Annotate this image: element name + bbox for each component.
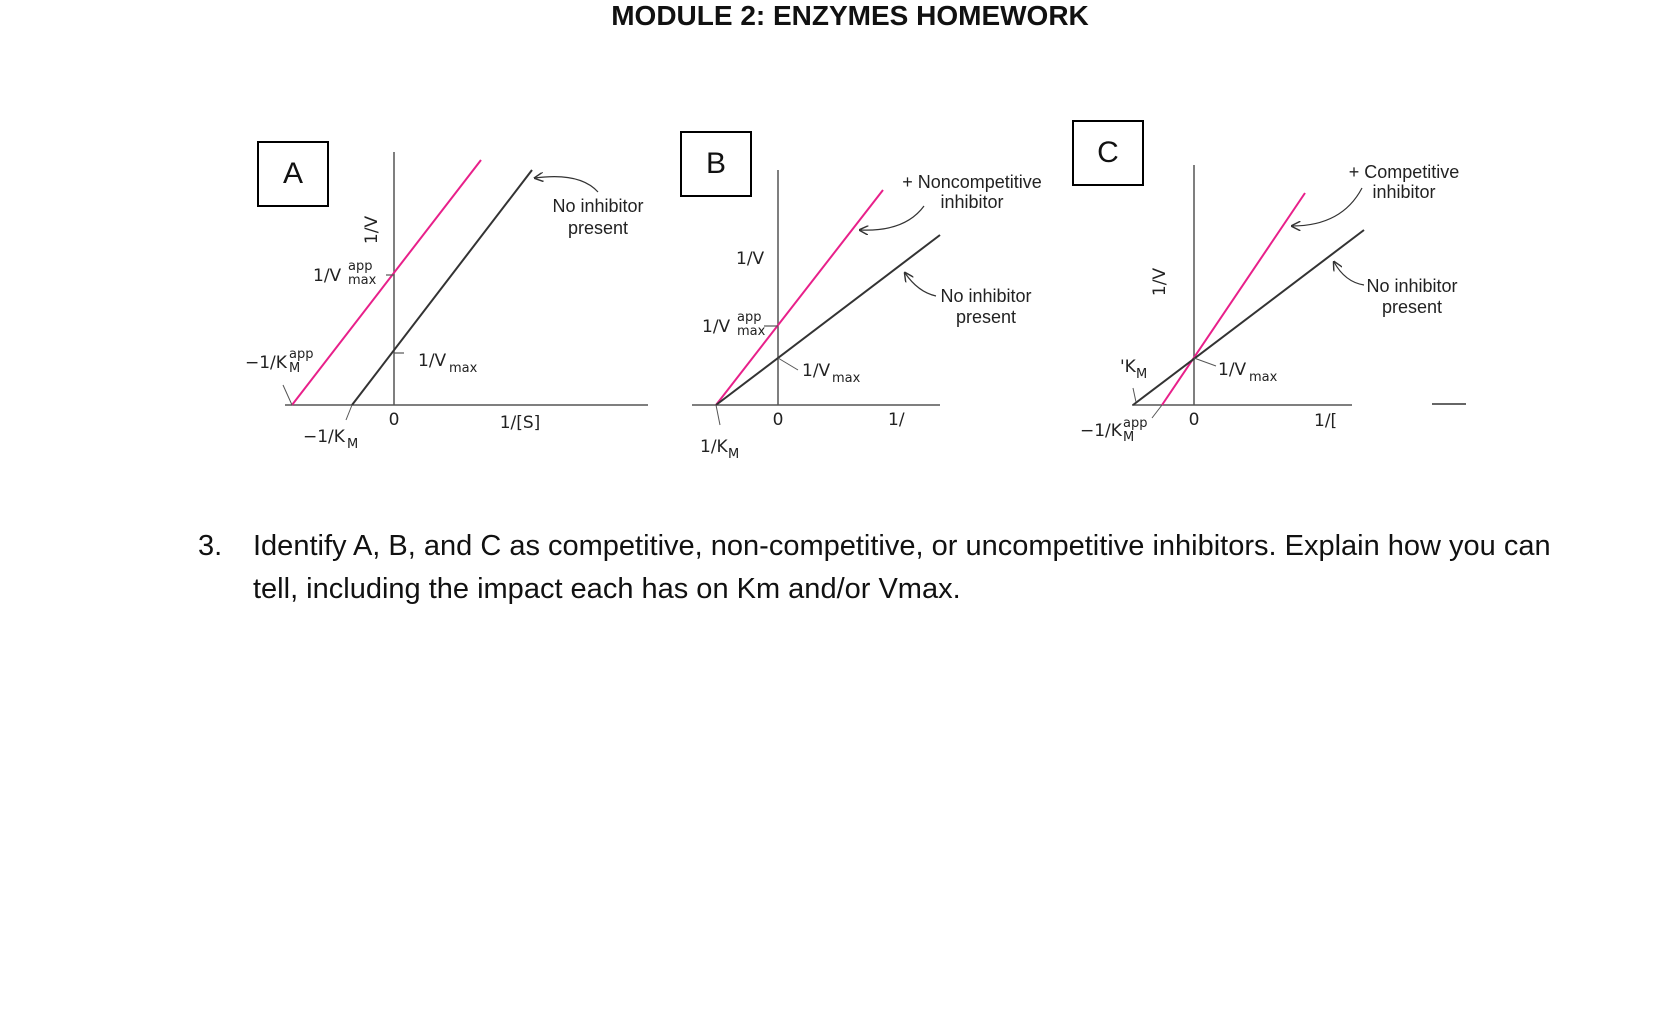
plot-c-km-partial-label: 'K: [1120, 357, 1136, 377]
plot-c-x-axis-label: 1/[: [1314, 411, 1338, 431]
plot-b-km-label: 1/K: [700, 437, 728, 457]
question-text: Identify A, B, and C as competitive, non-competitive, or uncompetitive inhibitors. Explain how you can tell, including the impact each has on Km and/or Vmax.: [253, 530, 1551, 605]
plot-b-x-axis-label: 1/: [888, 410, 905, 430]
plot-c-vmax-label: 1/V: [1218, 360, 1247, 380]
svg-text:M: M: [1123, 430, 1135, 445]
svg-text:present: present: [567, 218, 629, 238]
lineweaver-burk-plots: [0, 0, 1674, 500]
svg-text:max: max: [737, 324, 766, 339]
svg-text:inhibitor: inhibitor: [940, 192, 1004, 212]
svg-text:present: present: [1381, 297, 1443, 317]
svg-text:app: app: [348, 259, 373, 274]
plot-a-annotation: No inhibitor: [552, 196, 644, 216]
plot-c-inhibited-annotation: + Competitive: [1348, 162, 1460, 182]
plot-c-origin: 0: [1188, 410, 1200, 430]
plot-b-uninhibited-annotation: No inhibitor: [940, 286, 1032, 306]
svg-text:max: max: [1249, 370, 1278, 385]
plot-a: [245, 152, 648, 452]
plot-c-km-app-label: −1/K: [1080, 421, 1122, 441]
plot-a-km-label: −1/K: [303, 427, 345, 447]
plot-a-origin: 0: [388, 410, 400, 430]
panel-label-c: C: [1072, 120, 1144, 186]
plot-a-vmax-label: 1/V: [418, 351, 447, 371]
panel-label-b: B: [680, 131, 752, 197]
plot-a-y-axis-label: 1/V: [362, 215, 382, 245]
svg-text:M: M: [728, 447, 740, 462]
plot-b: [692, 170, 1042, 462]
svg-text:max: max: [449, 361, 478, 376]
svg-text:max: max: [832, 371, 861, 386]
plot-a-vmax-app-label: 1/V: [313, 266, 342, 286]
plot-b-inhibited-annotation: + Noncompetitive: [902, 172, 1042, 192]
plot-a-x-axis-label: 1/[S]: [499, 413, 541, 433]
svg-text:M: M: [1136, 367, 1148, 382]
svg-text:inhibitor: inhibitor: [1372, 182, 1436, 202]
plot-c: [1080, 162, 1466, 445]
question-number: 3.: [198, 530, 223, 562]
svg-text:app: app: [737, 310, 762, 325]
svg-text:M: M: [289, 361, 301, 376]
svg-text:app: app: [289, 347, 314, 362]
plot-b-vmax-label: 1/V: [802, 361, 831, 381]
svg-text:app: app: [1123, 416, 1148, 431]
panel-label-a: A: [257, 141, 329, 207]
plot-c-y-axis-label: 1/V: [1150, 267, 1170, 297]
plot-c-uninhibited-annotation: No inhibitor: [1366, 276, 1458, 296]
svg-text:present: present: [955, 307, 1017, 327]
plot-a-km-app-label: −1/K: [245, 353, 287, 373]
page-title: MODULE 2: ENZYMES HOMEWORK: [611, 0, 1089, 31]
svg-text:max: max: [348, 273, 377, 288]
plot-b-y-axis-label: 1/V: [736, 249, 765, 269]
plot-b-vmax-app-label: 1/V: [702, 317, 731, 337]
plot-b-origin: 0: [772, 410, 784, 430]
svg-text:M: M: [347, 437, 359, 452]
